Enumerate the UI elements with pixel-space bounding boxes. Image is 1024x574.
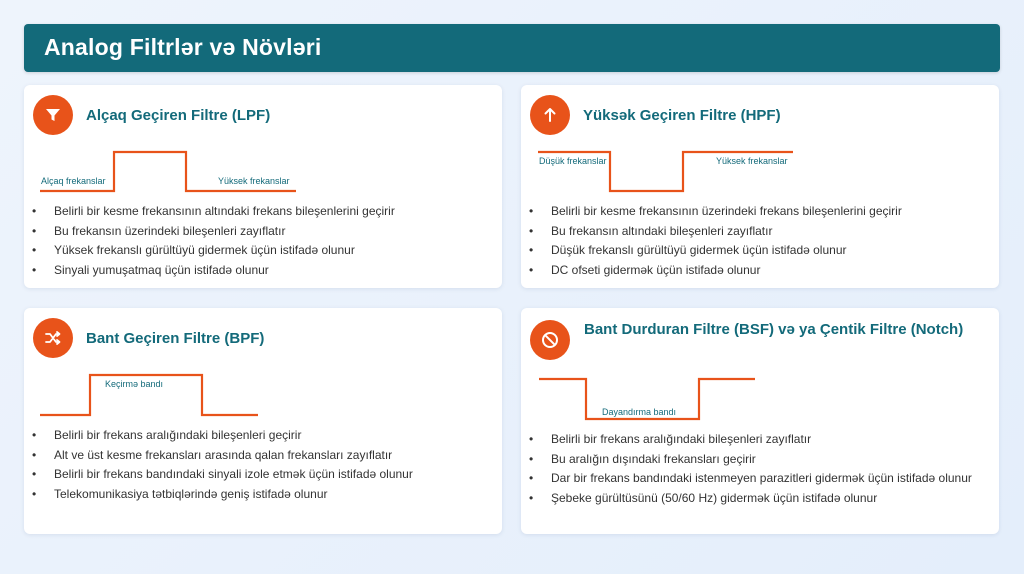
filter-icon [33,95,73,135]
block-icon [530,320,570,360]
list-item: • Sinyali yumuşatmaq üçün istifadə olunur [24,261,494,281]
slide-title: Analog Filtrlər və Növləri [44,34,322,60]
list-item: • Dar bir frekans bandındaki istenmeyen parazitleri gidermək üçün istifadə olunur [521,469,991,489]
slide-header [24,24,1000,72]
bpf-bullets [24,426,494,504]
hpf-response-diagram [538,147,818,197]
list-item: • Telekomunikasiya tətbiqlərində geniş istifadə olunur [24,485,494,505]
list-item: • Belirli bir frekans aralığındaki bileşenleri zayıflatır [521,430,991,450]
shuffle-icon [33,318,73,358]
card-title-bsf: Bant Durduran Filtre (BSF) və ya Çentik Filtre (Notch) [584,321,964,338]
hpf-low-label: Düşük frekanslar [539,156,607,166]
list-item: • Düşük frekanslı gürültüyü gidermek üçün istifadə olunur [521,241,991,261]
list-item: • DC ofseti gidermək üçün istifadə olunur [521,261,991,281]
list-item: • Yüksek frekanslı gürültüyü gidermek üçün istifadə olunur [24,241,494,261]
list-item: • Bu frekansın altındaki bileşenleri zayıflatır [521,222,991,242]
card-title-hpf: Yüksək Geçiren Filtre (HPF) [583,107,781,124]
hpf-bullets [521,202,991,280]
card-title-lpf: Alçaq Geçiren Filtre (LPF) [86,107,271,124]
card-title-bpf: Bant Geçiren Filtre (BPF) [86,330,265,347]
bpf-passband-label: Keçirmə bandı [105,379,164,389]
arrow-up-icon [530,95,570,135]
hpf-high-label: Yüksek frekanslar [716,156,788,166]
list-item: • Bu aralığın dışındaki frekansları geçirir [521,450,991,470]
list-item: • Alt ve üst kesme frekansları arasında qalan frekansları zayıflatır [24,446,494,466]
list-item: • Bu frekansın üzerindeki bileşenleri zayıflatır [24,222,494,242]
list-item: • Şebeke gürültüsünü (50/60 Hz) gidermək üçün istifadə olunur [521,489,991,509]
list-item: • Belirli bir kesme frekansının altındaki frekans bileşenlerini geçirir [24,202,494,222]
list-item: • Belirli bir frekans bandındaki sinyali izole etmək üçün istifadə olunur [24,465,494,485]
lpf-response-diagram [40,147,320,197]
lpf-low-label: Alçaq frekanslar [41,176,106,186]
bsf-bullets [521,430,991,508]
list-item: • Belirli bir kesme frekansının üzerindeki frekans bileşenlerini geçirir [521,202,991,222]
bsf-response-diagram [539,374,819,424]
bsf-stopband-label: Dayandırma bandı [602,407,677,417]
lpf-bullets [24,202,494,280]
card-hpf [521,85,999,288]
card-bpf [24,308,502,534]
lpf-high-label: Yüksek frekanslar [218,176,290,186]
list-item: • Belirli bir frekans aralığındaki bileşenleri geçirir [24,426,494,446]
card-lpf [24,85,502,288]
card-bsf [521,308,999,534]
bpf-response-diagram [40,370,320,420]
